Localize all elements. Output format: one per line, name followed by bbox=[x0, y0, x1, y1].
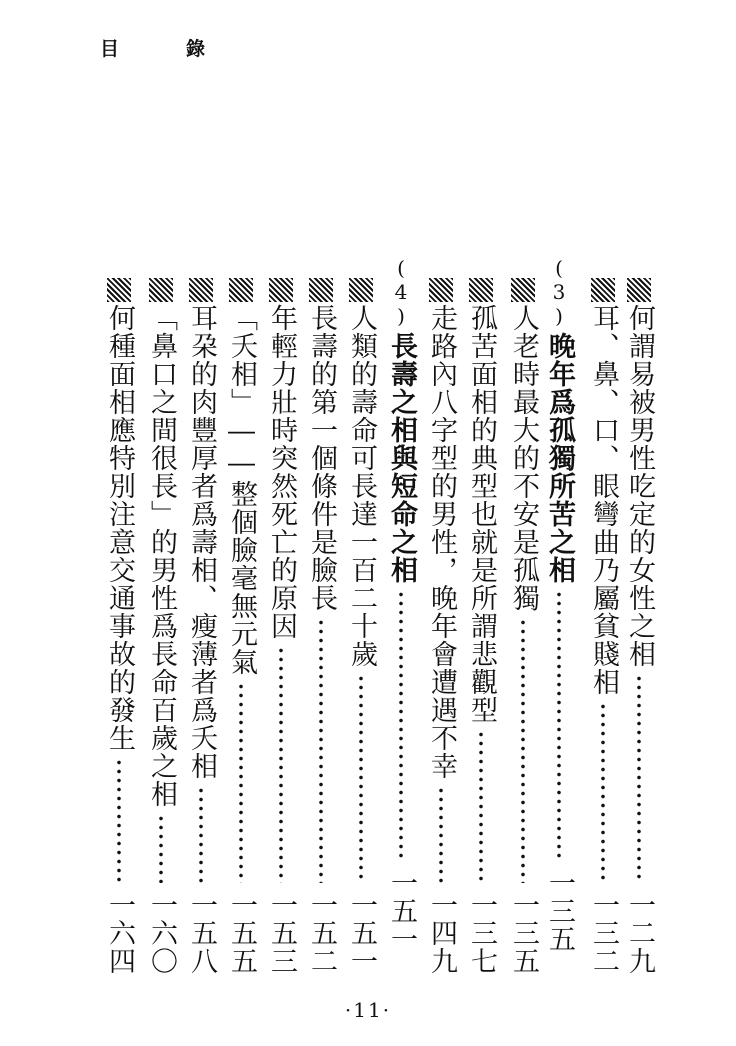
toc-entry bbox=[422, 278, 460, 975]
toc-entry bbox=[182, 278, 220, 975]
hatched-square-bullet-icon bbox=[189, 278, 213, 302]
toc-title: 人類的壽命可長達一百二十歲 bbox=[346, 304, 377, 668]
toc-entry bbox=[222, 278, 260, 975]
dot-leader bbox=[142, 814, 180, 883]
hatched-square-bullet-icon bbox=[469, 278, 493, 302]
hatched-square-bullet-icon bbox=[429, 278, 453, 302]
dot-leader bbox=[100, 758, 138, 883]
dot-leader bbox=[422, 786, 460, 883]
toc-section bbox=[382, 256, 420, 953]
section-number: (3) bbox=[547, 256, 571, 328]
dot-leader bbox=[182, 786, 220, 883]
dot-leader bbox=[584, 702, 622, 883]
toc-page-number: 一三七 bbox=[466, 891, 497, 975]
toc-page-number: 一五五 bbox=[226, 891, 257, 975]
dot-leader bbox=[222, 682, 260, 883]
page-number: ·11· bbox=[344, 998, 392, 1022]
toc-page-number: 一六〇 bbox=[146, 891, 177, 975]
section-number: (4) bbox=[389, 256, 413, 328]
toc-section bbox=[540, 256, 578, 953]
toc-title: 孤苦面相的典型也就是所謂悲觀型 bbox=[466, 304, 497, 724]
toc-entry bbox=[100, 278, 138, 975]
toc-page-number: 一三五 bbox=[508, 891, 539, 975]
toc-page-number: 一五二 bbox=[306, 891, 337, 975]
toc-entry bbox=[342, 278, 380, 975]
page-header: 目 錄 bbox=[100, 38, 230, 60]
dot-leader bbox=[382, 590, 420, 861]
toc-title: 長壽之相與短命之相 bbox=[386, 332, 417, 584]
toc-entry bbox=[302, 278, 340, 975]
dot-leader bbox=[504, 618, 542, 883]
dot-leader bbox=[302, 618, 340, 883]
dot-leader bbox=[262, 646, 300, 883]
toc-title: 「夭相」――整個臉毫無元氣 bbox=[226, 304, 257, 676]
toc-title: 耳朶的肉豐厚者爲壽相、瘦薄者爲夭相 bbox=[186, 304, 217, 780]
toc-entry bbox=[584, 278, 622, 975]
toc-page-number: 一二九 bbox=[624, 891, 655, 975]
dot-leader bbox=[342, 674, 380, 883]
toc-title: 人老時最大的不安是孤獨 bbox=[508, 304, 539, 612]
toc-title: 何謂易被男性吃定的女性之相 bbox=[624, 304, 655, 668]
toc-title: 「鼻口之間很長」的男性爲長命百歲之相 bbox=[146, 304, 177, 808]
hatched-square-bullet-icon bbox=[229, 278, 253, 302]
dot-leader bbox=[620, 674, 658, 883]
toc-entry bbox=[142, 278, 180, 975]
toc-title: 晚年爲孤獨所苦之相 bbox=[544, 332, 575, 584]
dot-leader bbox=[540, 590, 578, 861]
toc-title: 長壽的第一個條件是臉長 bbox=[306, 304, 337, 612]
hatched-square-bullet-icon bbox=[149, 278, 173, 302]
toc-page-number: 一五三 bbox=[266, 891, 297, 975]
toc-page-number: 一五一 bbox=[346, 891, 377, 975]
toc-entry bbox=[504, 278, 542, 975]
toc-title: 耳、鼻、口、眼彎曲乃屬貧賤相 bbox=[588, 304, 619, 696]
toc-entry bbox=[262, 278, 300, 975]
toc-page-number: 一三二 bbox=[588, 891, 619, 975]
hatched-square-bullet-icon bbox=[511, 278, 535, 302]
toc-title: 走路內八字型的男性，晚年會遭遇不幸 bbox=[426, 304, 457, 780]
hatched-square-bullet-icon bbox=[591, 278, 615, 302]
toc-page-number: 一三五 bbox=[544, 869, 575, 953]
hatched-square-bullet-icon bbox=[107, 278, 131, 302]
toc-entry bbox=[462, 278, 500, 975]
hatched-square-bullet-icon bbox=[349, 278, 373, 302]
toc-page-number: 一六四 bbox=[104, 891, 135, 975]
dot-leader bbox=[462, 730, 500, 883]
toc-page-number: 一五一 bbox=[386, 869, 417, 953]
toc-page-number: 一五八 bbox=[186, 891, 217, 975]
hatched-square-bullet-icon bbox=[309, 278, 333, 302]
toc-entry bbox=[620, 278, 658, 975]
toc-title: 何種面相應特別注意交通事故的發生 bbox=[104, 304, 135, 752]
hatched-square-bullet-icon bbox=[269, 278, 293, 302]
toc-page-number: 一四九 bbox=[426, 891, 457, 975]
toc-title: 年輕力壯時突然死亡的原因 bbox=[266, 304, 297, 640]
hatched-square-bullet-icon bbox=[627, 278, 651, 302]
